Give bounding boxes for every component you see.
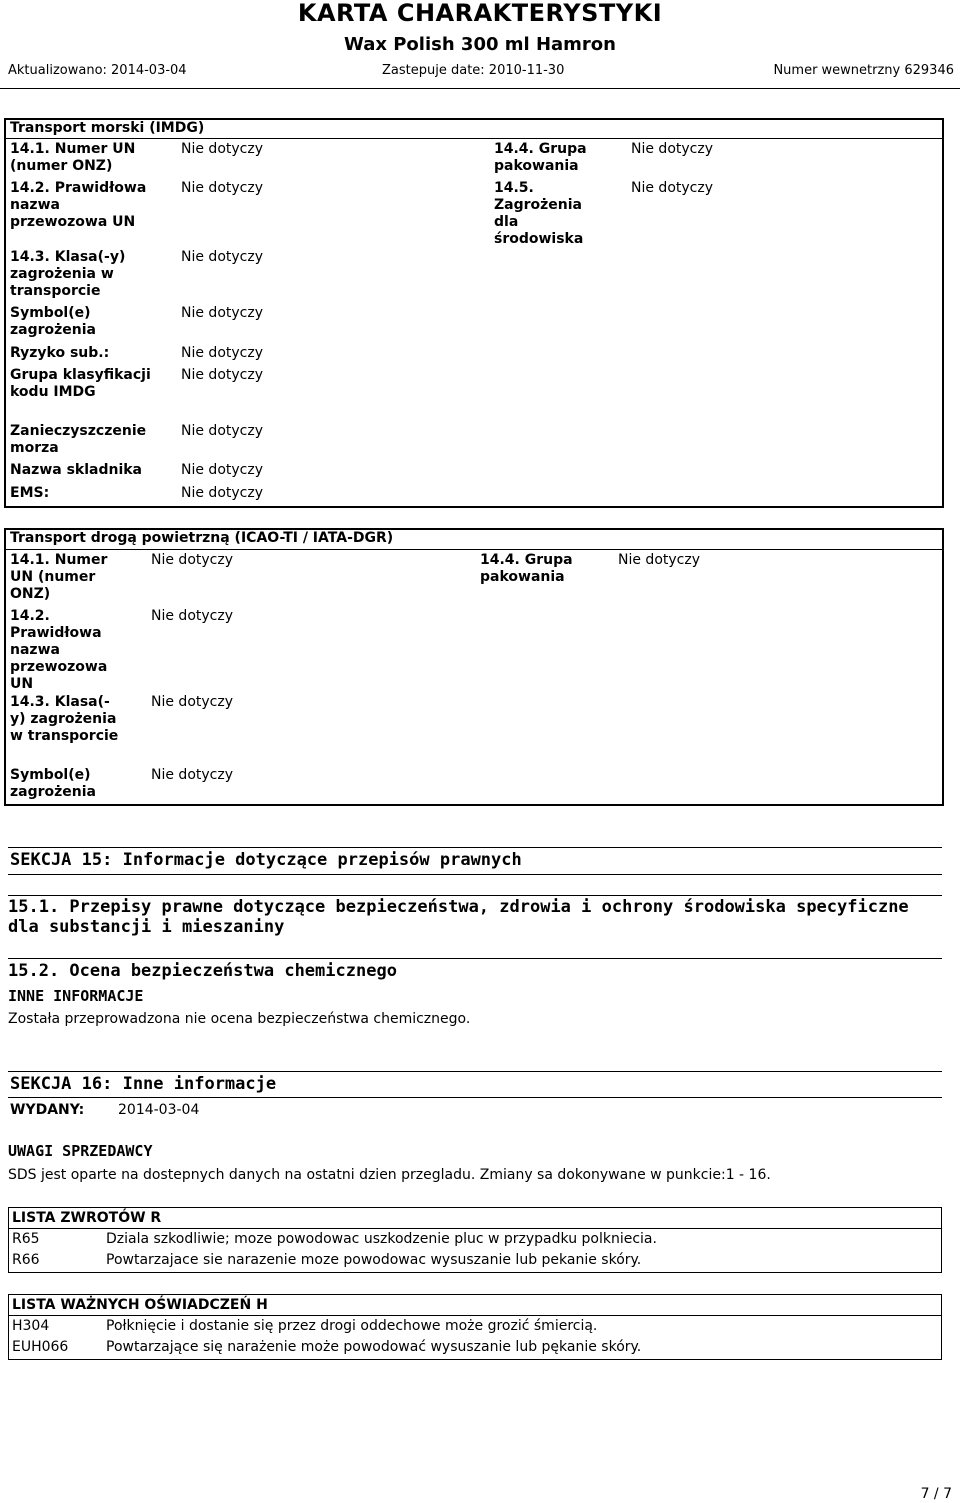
imdg-label-environmental-hazards: 14.5. Zagrożenia dla środowiska <box>494 180 584 247</box>
imdg-value-marine-pollutant: Nie dotyczy <box>181 423 263 439</box>
h-statements-title: LISTA WAŻNYCH OŚWIADCZEŃ H <box>12 1297 268 1313</box>
imdg-label-shipping-name: 14.2. Prawidłowa nazwa przewozowa UN <box>10 180 147 230</box>
section15-2-heading: 15.2. Ocena bezpieczeństwa chemicznego <box>8 961 397 981</box>
h-statement-code: H304 <box>12 1318 50 1334</box>
issued-value: 2014-03-04 <box>118 1102 200 1118</box>
imdg-value-hazard-class: Nie dotyczy <box>181 249 263 265</box>
h-statement-text: Powtarzające się narażenie może powodować wysuszanie lub pękanie skóry. <box>106 1339 642 1355</box>
section15-1-rule <box>8 895 942 896</box>
icao-transport-box <box>4 528 944 806</box>
section16-heading: SEKCJA 16: Inne informacje <box>10 1074 277 1094</box>
notes-text: SDS jest oparte na dostepnych danych na ostatni dzien przegladu. Zmiany sa dokonywane w punkcie:1 - 16. <box>8 1167 771 1183</box>
imdg-label-sub-risk: Ryzyko sub.: <box>10 345 110 361</box>
icao-label-hazard-symbol: Symbol(e) zagrożenia <box>10 767 96 800</box>
header-divider <box>0 88 960 89</box>
replaces-date: Zastepuje date: 2010-11-30 <box>382 63 565 78</box>
imdg-value-ems: Nie dotyczy <box>181 485 263 501</box>
h-statement-code: EUH066 <box>12 1339 69 1355</box>
h-statement-text: Połknięcie i dostanie się przez drogi oddechowe może grozić śmiercią. <box>106 1318 598 1334</box>
imdg-label-hazard-symbol: Symbol(e) zagrożenia <box>10 305 96 338</box>
issued-label: WYDANY: <box>10 1102 85 1118</box>
h-statements-table-rule <box>9 1315 941 1316</box>
icao-label-un-number: 14.1. Numer UN (numer ONZ) <box>10 552 108 602</box>
internal-number: Numer wewnetrzny 629346 <box>773 63 954 78</box>
icao-value-un-number: Nie dotyczy <box>151 552 233 568</box>
r-phrase-code: R66 <box>12 1252 40 1268</box>
section16-bottom-rule <box>8 1097 942 1098</box>
icao-value-hazard-symbol: Nie dotyczy <box>151 767 233 783</box>
r-phrase-text: Dziala szkodliwie; moze powodowac uszkodzenie pluc w przypadku polkniecia. <box>106 1231 657 1247</box>
imdg-value-shipping-name: Nie dotyczy <box>181 180 263 196</box>
imdg-value-packing-group: Nie dotyczy <box>631 141 713 157</box>
imdg-label-imdg-group: Grupa klasyfikacji kodu IMDG <box>10 367 151 400</box>
imdg-value-sub-risk: Nie dotyczy <box>181 345 263 361</box>
section15-heading: SEKCJA 15: Informacje dotyczące przepisów prawnych <box>10 850 522 870</box>
imdg-value-environmental-hazards: Nie dotyczy <box>631 180 713 196</box>
imdg-value-un-number: Nie dotyczy <box>181 141 263 157</box>
other-info-heading: INNE INFORMACJE <box>8 987 144 1005</box>
icao-heading-rule <box>6 549 942 550</box>
imdg-label-ems: EMS: <box>10 485 50 501</box>
section15-top-rule <box>8 847 942 848</box>
notes-heading: UWAGI SPRZEDAWCY <box>8 1142 153 1160</box>
section15-bottom-rule <box>8 874 942 875</box>
section16-top-rule <box>8 1071 942 1072</box>
icao-label-hazard-class: 14.3. Klasa(-y) zagrożenia w transporcie <box>10 694 119 744</box>
icao-value-packing-group: Nie dotyczy <box>618 552 700 568</box>
imdg-label-un-number: 14.1. Numer UN (numer ONZ) <box>10 141 136 174</box>
icao-heading: Transport drogą powietrzną (ICAO-TI / IATA-DGR) <box>10 530 394 546</box>
imdg-value-imdg-group: Nie dotyczy <box>181 367 263 383</box>
r-phrase-code: R65 <box>12 1231 40 1247</box>
imdg-heading: Transport morski (IMDG) <box>10 120 205 136</box>
imdg-heading-rule <box>6 138 942 139</box>
r-phrases-title: LISTA ZWROTÓW R <box>12 1210 162 1226</box>
section15-1-heading: 15.1. Przepisy prawne dotyczące bezpieczeństwa, zdrowia i ochrony środowiska specyficzne dla substancji i mieszaniny <box>8 897 909 937</box>
icao-value-hazard-class: Nie dotyczy <box>151 694 233 710</box>
icao-label-shipping-name: 14.2. Prawidłowa nazwa przewozowa UN <box>10 608 108 692</box>
document-title: KARTA CHARAKTERYSTYKI <box>297 0 663 27</box>
section15-2-rule <box>8 958 942 959</box>
imdg-value-hazard-symbol: Nie dotyczy <box>181 305 263 321</box>
r-phrase-text: Powtarzajace sie narazenie moze powodowac wysuszanie lub pekanie skóry. <box>106 1252 642 1268</box>
other-info-text: Została przeprowadzona nie ocena bezpieczeństwa chemicznego. <box>8 1011 471 1027</box>
product-name: Wax Polish 300 ml Hamron <box>344 34 616 55</box>
imdg-value-component-name: Nie dotyczy <box>181 462 263 478</box>
imdg-label-marine-pollutant: Zanieczyszczenie morza <box>10 423 147 456</box>
imdg-label-component-name: Nazwa skladnika <box>10 462 143 478</box>
r-phrases-table-rule <box>9 1228 941 1229</box>
imdg-label-packing-group: 14.4. Grupa pakowania <box>494 141 587 174</box>
page-number: 7 / 7 <box>920 1486 952 1502</box>
imdg-label-hazard-class: 14.3. Klasa(-y) zagrożenia w transporcie <box>10 249 126 299</box>
icao-label-packing-group: 14.4. Grupa pakowania <box>480 552 573 585</box>
updated-date: Aktualizowano: 2014-03-04 <box>8 63 187 78</box>
icao-value-shipping-name: Nie dotyczy <box>151 608 233 624</box>
